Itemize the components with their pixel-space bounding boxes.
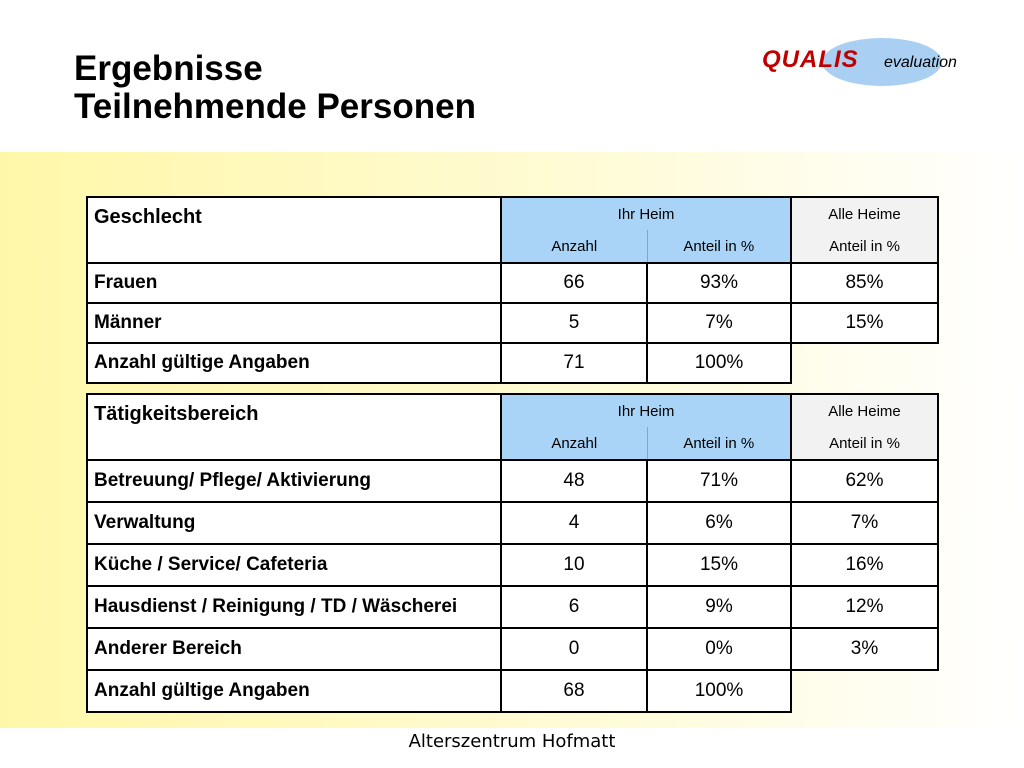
group-header-ihr-heim: Ihr Heim	[501, 197, 791, 230]
cell-anteil-alle: 7%	[791, 502, 938, 544]
cell-anteil-alle: 12%	[791, 586, 938, 628]
cell-anzahl: 4	[501, 502, 647, 544]
total-anzahl: 68	[501, 670, 647, 712]
cell-anteil-alle: 62%	[791, 460, 938, 502]
cell-anteil: 7%	[647, 303, 791, 343]
row-label: Hausdienst / Reinigung / TD / Wäscherei	[87, 586, 501, 628]
row-label: Verwaltung	[87, 502, 501, 544]
row-label: Frauen	[87, 263, 501, 303]
table-taetigkeitsbereich	[86, 393, 939, 713]
cell-anteil: 93%	[647, 263, 791, 303]
cell-anteil: 0%	[647, 628, 791, 670]
cell-anteil: 15%	[647, 544, 791, 586]
cell-anteil: 6%	[647, 502, 791, 544]
table-row	[87, 586, 938, 628]
col-header-anteil-alle: Anteil in %	[791, 427, 938, 460]
table-total-row	[87, 343, 938, 383]
col-header-anzahl: Anzahl	[501, 230, 647, 263]
cell-anteil-alle: 3%	[791, 628, 938, 670]
cell-anzahl: 0	[501, 628, 647, 670]
col-header-anteil-alle: Anteil in %	[791, 230, 938, 263]
page-title-line-1: Ergebnisse	[74, 49, 263, 88]
footer-text: Alterszentrum Hofmatt	[408, 731, 616, 752]
table-row	[87, 502, 938, 544]
total-anteil: 100%	[647, 343, 791, 383]
row-label: Betreuung/ Pflege/ Aktivierung	[87, 460, 501, 502]
cell-anzahl: 10	[501, 544, 647, 586]
table-header-row	[87, 394, 938, 427]
page-title-line-2: Teilnehmende Personen	[74, 87, 476, 126]
empty-cell	[791, 670, 938, 712]
col-header-anteil: Anteil in %	[647, 230, 791, 263]
row-label: Anderer Bereich	[87, 628, 501, 670]
cell-anteil: 9%	[647, 586, 791, 628]
total-label: Anzahl gültige Angaben	[87, 670, 501, 712]
table-header-row	[87, 197, 938, 230]
row-label: Küche / Service/ Cafeteria	[87, 544, 501, 586]
group-header-ihr-heim: Ihr Heim	[501, 394, 791, 427]
table-geschlecht	[86, 196, 939, 384]
group-header-alle-heime: Alle Heime	[791, 197, 938, 230]
qualis-logo	[754, 36, 984, 88]
logo-subtext: evaluation	[884, 54, 957, 71]
cell-anzahl: 5	[501, 303, 647, 343]
total-anteil: 100%	[647, 670, 791, 712]
empty-cell	[791, 343, 938, 383]
row-label: Männer	[87, 303, 501, 343]
total-anzahl: 71	[501, 343, 647, 383]
col-header-anzahl: Anzahl	[501, 427, 647, 460]
cell-anzahl: 6	[501, 586, 647, 628]
table-title: Geschlecht	[87, 197, 501, 263]
total-label: Anzahl gültige Angaben	[87, 343, 501, 383]
cell-anteil-alle: 15%	[791, 303, 938, 343]
col-header-anteil: Anteil in %	[647, 427, 791, 460]
table-row	[87, 544, 938, 586]
cell-anteil-alle: 16%	[791, 544, 938, 586]
table-row	[87, 303, 938, 343]
table-row	[87, 263, 938, 303]
cell-anzahl: 48	[501, 460, 647, 502]
slide-header	[0, 0, 1024, 152]
page-title	[74, 50, 476, 126]
logo-text: QUALIS	[762, 46, 859, 73]
table-row	[87, 460, 938, 502]
table-total-row	[87, 670, 938, 712]
table-row	[87, 628, 938, 670]
table-title: Tätigkeitsbereich	[87, 394, 501, 460]
cell-anteil-alle: 85%	[791, 263, 938, 303]
cell-anzahl: 66	[501, 263, 647, 303]
cell-anteil: 71%	[647, 460, 791, 502]
group-header-alle-heime: Alle Heime	[791, 394, 938, 427]
